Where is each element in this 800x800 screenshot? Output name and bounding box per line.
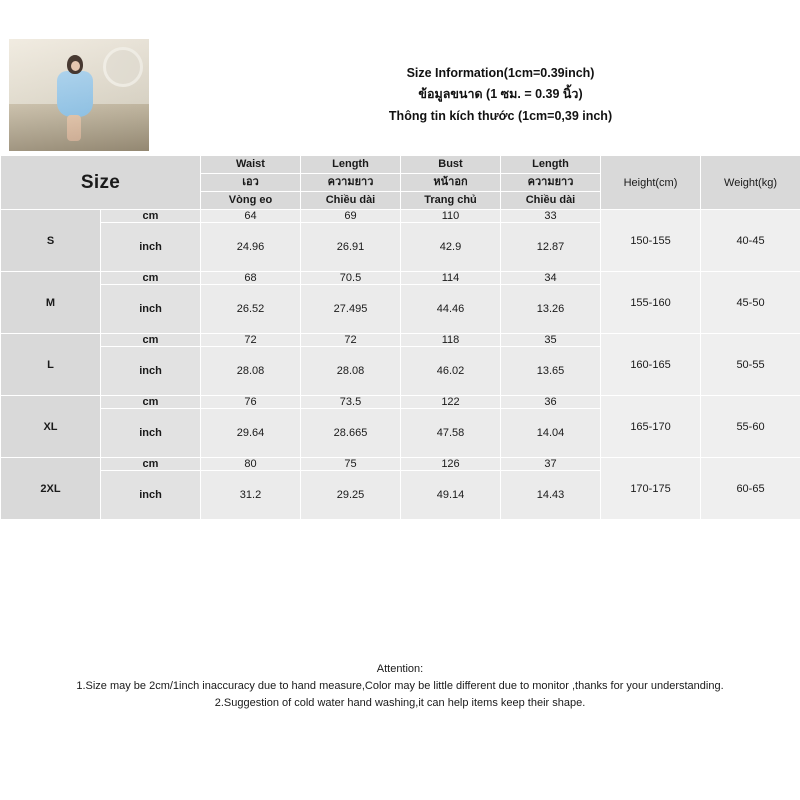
unit-inch-2xl: inch (101, 471, 201, 520)
cell-weight-2xl: 60-65 (701, 458, 800, 520)
cell-waist-inch-l: 28.08 (201, 347, 301, 396)
cell-waist-cm-s: 64 (201, 210, 301, 223)
attention-block (0, 661, 800, 712)
size-label-m: M (1, 272, 101, 334)
cell-bust-cm-xl: 122 (401, 396, 501, 409)
cell-waist-inch-xl: 29.64 (201, 409, 301, 458)
col-header-length2-en: Length (501, 156, 601, 174)
size-header-cell (1, 156, 201, 210)
cell-length1-inch-s: 26.91 (301, 223, 401, 272)
cell-length2-cm-2xl: 37 (501, 458, 601, 471)
cell-length1-cm-m: 70.5 (301, 272, 401, 285)
unit-inch-l: inch (101, 347, 201, 396)
table-row (1, 334, 800, 347)
cell-weight-xl: 55-60 (701, 396, 800, 458)
title-vi: Thông tin kích thước (1cm=0,39 inch) (388, 108, 613, 123)
product-photo-cell (1, 35, 201, 156)
cell-waist-inch-s: 24.96 (201, 223, 301, 272)
unit-cm-xl: cm (101, 396, 201, 409)
col-header-bust-en: Bust (401, 156, 501, 174)
cell-weight-m: 45-50 (701, 272, 800, 334)
cell-waist-inch-2xl: 31.2 (201, 471, 301, 520)
col-header-waist-th: เอว (201, 174, 301, 192)
header-band-row (1, 35, 800, 156)
col-header-waist-vi: Vòng eo (201, 192, 301, 210)
cell-length1-inch-xl: 28.665 (301, 409, 401, 458)
attention-line-1: 1.Size may be 2cm/1inch inaccuracy due to hand measure,Color may be little different due to monitor ,thanks for your understanding. (76, 680, 724, 693)
cell-length1-cm-l: 72 (301, 334, 401, 347)
cell-bust-inch-l: 46.02 (401, 347, 501, 396)
cell-length2-inch-m: 13.26 (501, 285, 601, 334)
cell-height-2xl: 170-175 (601, 458, 701, 520)
table-row (1, 272, 800, 285)
cell-waist-cm-l: 72 (201, 334, 301, 347)
size-label-xl: XL (1, 396, 101, 458)
size-label-s: S (1, 210, 101, 272)
cell-bust-cm-2xl: 126 (401, 458, 501, 471)
cell-length1-cm-xl: 73.5 (301, 396, 401, 409)
col-header-waist-en: Waist (201, 156, 301, 174)
table-row (1, 396, 800, 409)
col-header-length2-vi: Chiều dài (501, 192, 601, 210)
size-chart (0, 34, 800, 520)
cell-length2-inch-2xl: 14.43 (501, 471, 601, 520)
size-table (0, 34, 800, 520)
unit-cm-s: cm (101, 210, 201, 223)
cell-length2-cm-xl: 36 (501, 396, 601, 409)
cell-length1-inch-m: 27.495 (301, 285, 401, 334)
col-header-length1-en: Length (301, 156, 401, 174)
cell-waist-cm-xl: 76 (201, 396, 301, 409)
unit-cm-m: cm (101, 272, 201, 285)
table-row (1, 210, 800, 223)
title-th: ข้อมูลขนาด (1 ซม. = 0.39 นิ้ว) (418, 87, 583, 102)
cell-height-m: 155-160 (601, 272, 701, 334)
cell-height-s: 150-155 (601, 210, 701, 272)
cell-length2-inch-l: 13.65 (501, 347, 601, 396)
cell-waist-cm-2xl: 80 (201, 458, 301, 471)
size-label-l: L (1, 334, 101, 396)
unit-inch-m: inch (101, 285, 201, 334)
cell-length1-inch-l: 28.08 (301, 347, 401, 396)
cell-length2-cm-m: 34 (501, 272, 601, 285)
attention-title: Attention: (376, 663, 424, 675)
size-label-2xl: 2XL (1, 458, 101, 520)
table-row (1, 458, 800, 471)
col-header-bust-vi: Trang chủ (401, 192, 501, 210)
chart-title-cell (201, 35, 800, 156)
cell-waist-cm-m: 68 (201, 272, 301, 285)
cell-height-l: 160-165 (601, 334, 701, 396)
cell-bust-inch-s: 42.9 (401, 223, 501, 272)
cell-length1-cm-2xl: 75 (301, 458, 401, 471)
col-header-length1-th: ความยาว (301, 174, 401, 192)
cell-bust-inch-2xl: 49.14 (401, 471, 501, 520)
cell-length1-inch-2xl: 29.25 (301, 471, 401, 520)
title-en: Size Information(1cm=0.39inch) (406, 65, 595, 80)
cell-weight-s: 40-45 (701, 210, 800, 272)
column-header-row (1, 156, 800, 174)
cell-height-xl: 165-170 (601, 396, 701, 458)
col-header-bust-th: หน้าอก (401, 174, 501, 192)
unit-inch-s: inch (101, 223, 201, 272)
attention-line-2: 2.Suggestion of cold water hand washing,it can help items keep their shape. (214, 697, 586, 710)
cell-bust-cm-l: 118 (401, 334, 501, 347)
unit-cm-2xl: cm (101, 458, 201, 471)
unit-cm-l: cm (101, 334, 201, 347)
cell-weight-l: 50-55 (701, 334, 800, 396)
size-header-label: Size (80, 171, 121, 193)
cell-bust-cm-s: 110 (401, 210, 501, 223)
cell-length2-inch-xl: 14.04 (501, 409, 601, 458)
cell-bust-inch-xl: 47.58 (401, 409, 501, 458)
unit-inch-xl: inch (101, 409, 201, 458)
cell-bust-inch-m: 44.46 (401, 285, 501, 334)
col-header-length1-vi: Chiều dài (301, 192, 401, 210)
cell-waist-inch-m: 26.52 (201, 285, 301, 334)
cell-length1-cm-s: 69 (301, 210, 401, 223)
col-header-weight: Weight(kg) (701, 156, 800, 210)
col-header-height: Height(cm) (601, 156, 701, 210)
cell-length2-cm-l: 35 (501, 334, 601, 347)
cell-bust-cm-m: 114 (401, 272, 501, 285)
product-photo (9, 39, 149, 151)
col-header-length2-th: ความยาว (501, 174, 601, 192)
cell-length2-inch-s: 12.87 (501, 223, 601, 272)
cell-length2-cm-s: 33 (501, 210, 601, 223)
